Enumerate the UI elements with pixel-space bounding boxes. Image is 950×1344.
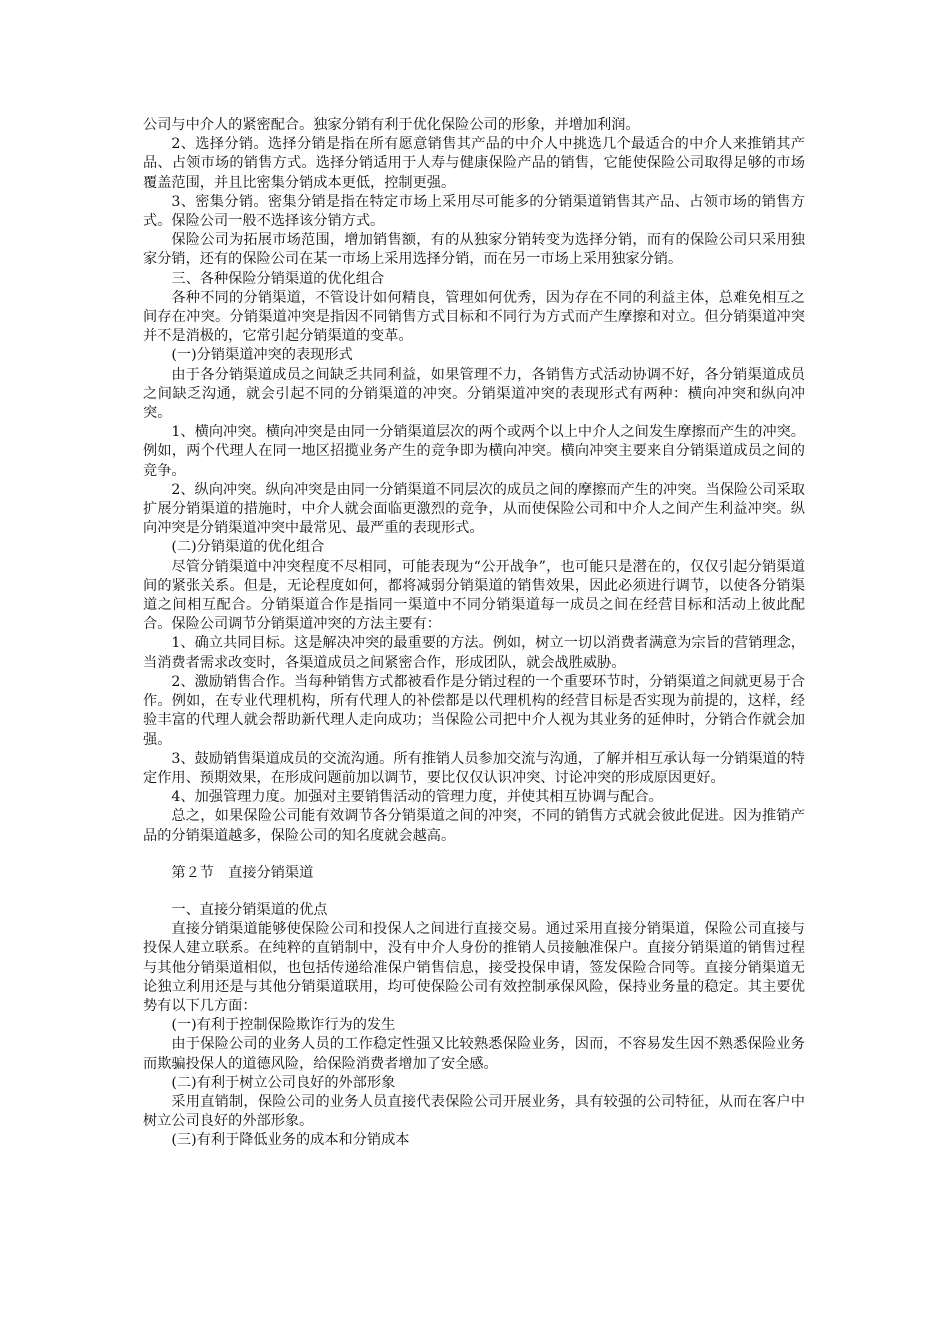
body-text-continued xyxy=(143,901,805,1151)
paragraph: 采用直销制，保险公司的业务人员直接代表保险公司开展业务，具有较强的公司特征，从而在客户中树立公司良好的外部形象。 xyxy=(143,1093,805,1130)
paragraph: (一)有利于控制保险欺诈行为的发生 xyxy=(171,1017,396,1034)
paragraph: 直接分销渠道能够使保险公司和投保人之间进行直接交易。通过采用直接分销渠道，保险公司直接与投保人建立联系。在纯粹的直销制中，没有中介人身份的推销人员接触准保户。直接分销渠道的销售过程与其他分销渠道相似，也包括传递给准保户销售信息，接受投保申请，签发保险合同等。直接分销渠道无论独立利用还是与其他分销渠道联用，均可使保险公司有效控制承保风险，保持业务量的稳定。其主要优势有以下几方面： xyxy=(143,921,805,1014)
paragraph: 一、直接分销渠道的优点 xyxy=(171,901,328,918)
paragraph: 3、鼓励销售渠道成员的交流沟通。所有推销人员参加交流与沟通，了解并相互承认每一分销渠道的特定作用、预期效果，在形成问题前加以调节，要比仅仅认识冲突、讨论冲突的形成原因更好。 xyxy=(143,750,805,786)
paragraph: 1、横向冲突。横向冲突是由同一分销渠道层次的两个或两个以上中介人之间发生摩擦而产生的冲突。例如，两个代理人在同一地区招揽业务产生的竞争即为横向冲突。横向冲突主要来自分销渠道成员之间的竞争。 xyxy=(143,424,805,479)
document-page xyxy=(143,116,805,1151)
paragraph: 保险公司为拓展市场范围，增加销售额，有的从独家分销转变为选择分销，而有的保险公司只采用独家分销，还有的保险公司在某一市场上采用选择分销，而在另一市场上采用独家分销。 xyxy=(143,232,805,268)
body-text xyxy=(143,116,805,846)
section-heading: 第２节 直接分销渠道 xyxy=(171,864,314,881)
paragraph: 2、选择分销。选择分销是指在所有愿意销售其产品的中介人中挑选几个最适合的中介人来推销其产品、占领市场的销售方式。选择分销适用于人寿与健康保险产品的销售，它能使保险公司取得足够的市场覆盖范围，并且比密集分销成本更低，控制更强。 xyxy=(143,136,805,191)
paragraph: (一)分销渠道冲突的表现形式 xyxy=(171,347,353,364)
paragraph: 3、密集分销。密集分销是指在特定市场上采用尽可能多的分销渠道销售其产品、占领市场的销售方式。保险公司一般不选择该分销方式。 xyxy=(143,193,805,230)
paragraph: 由于保险公司的业务人员的工作稳定性强又比较熟悉保险业务，因而，不容易发生因不熟悉保险业务而欺骗投保人的道德风险，给保险消费者增加了安全感。 xyxy=(143,1036,805,1072)
paragraph: (三)有利于降低业务的成本和分销成本 xyxy=(171,1132,410,1149)
paragraph: 2、纵向冲突。纵向冲突是由同一分销渠道不同层次的成员之间的摩擦而产生的冲突。当保险公司采取扩展分销渠道的措施时，中介人就会面临更激烈的竞争，从而使保险公司和中介人之间产生利益冲突。纵向冲突是分销渠道冲突中最常见、最严重的表现形式。 xyxy=(143,481,805,537)
paragraph: 尽管分销渠道中冲突程度不尽相同，可能表现为“公开战争”，也可能只是潜在的，仅仅引起分销渠道间的紧张关系。但是，无论程度如何，都将减弱分销渠道的销售效果，因此必须进行调节，以使各分销渠道之间相互配合。分销渠道合作是指同一渠道中不同分销渠道每一成员之间在经营目标和活动上彼此配合。保险公司调节分销渠道冲突的方法主要有： xyxy=(143,558,805,633)
paragraph: 公司与中介人的紧密配合。独家分销有利于优化保险公司的形象，并增加利润。 xyxy=(143,117,640,133)
paragraph: (二)分销渠道的优化组合 xyxy=(171,539,325,556)
paragraph: 各种不同的分销渠道，不管设计如何精良，管理如何优秀，因为存在不同的利益主体，总难免相互之间存在冲突。分销渠道冲突是指因不同销售方式目标和不同行为方式而产生摩擦和对立。但分销渠道冲突并不是消极的，它常引起分销渠道的变革。 xyxy=(143,289,805,345)
paragraph: 总之，如果保险公司能有效调节各分销渠道之间的冲突，不同的销售方式就会彼此促进。因为推销产品的分销渠道越多，保险公司的知名度就会越高。 xyxy=(143,808,805,844)
paragraph: 4、加强管理力度。加强对主要销售活动的管理力度，并使其相互协调与配合。 xyxy=(171,789,663,806)
paragraph: 2、激励销售合作。当每种销售方式都被看作是分销过程的一个重要环节时，分销渠道之间就更易于合作。例如，在专业代理机构，所有代理人的补偿都是以代理机构的经营目标是否实现为前提的，这样，经验丰富的代理人就会帮助新代理人走向成功；当保险公司把中介人视为其业务的延伸时，分销合作就会加强。 xyxy=(143,673,805,748)
paragraph: 由于各分销渠道成员之间缺乏共同利益，如果管理不力，各销售方式活动协调不好，各分销渠道成员之间缺乏沟通，就会引起不同的分销渠道的冲突。分销渠道冲突的表现形式有两种：横向冲突和纵向冲突。 xyxy=(143,366,805,422)
paragraph: 1、确立共同目标。这是解决冲突的最重要的方法。例如，树立一切以消费者满意为宗旨的营销理念，当消费者需求改变时，各渠道成员之间紧密合作，形成团队，就会战胜威胁。 xyxy=(143,635,805,671)
paragraph: (二)有利于树立公司良好的外部形象 xyxy=(171,1074,396,1091)
paragraph: 三、各种保险分销渠道的优化组合 xyxy=(171,270,385,287)
